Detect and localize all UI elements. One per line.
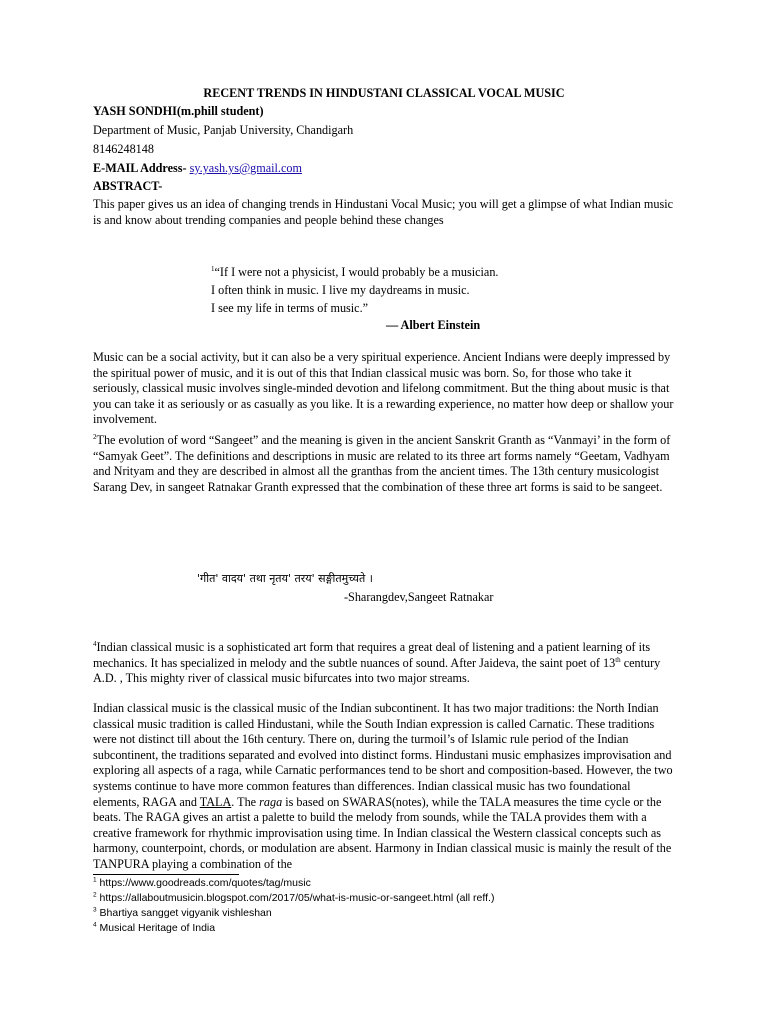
paragraph-music-spiritual: Music can be a social activity, but it can also be a very spiritual experience. Ancient Indians were deeply impressed by the spiritual power of music, and it is out of this that Indian classical music was born. So, for those who take it seriously, classical music involves single-minded devotion and lifelong commitment. But the thing about music is that you can take it as seriously or as casually as you like. It is a rewarding experience, no matter how deep or shallow your involvement. (93, 350, 674, 427)
department: Department of Music, Panjab University, Chandigarh (93, 123, 354, 137)
abstract-heading: ABSTRACT- (93, 179, 163, 193)
author-name: YASH SONDHI(m.phill student) (93, 104, 264, 118)
footnote-1: $^1$ https://www.goodreads.com/quotes/tag/music (93, 876, 311, 889)
footnote-ref-2: 2 (93, 432, 97, 441)
footnote-4: $^4$ Musical Heritage of India (93, 921, 216, 934)
email-label: E-MAIL Address- (93, 161, 187, 175)
footnote-3: $^3$ Bhartiya sangget vigyanik vishleshan (93, 906, 272, 919)
tala-term: TALA (199, 794, 232, 809)
paragraph-two-traditions: Indian classical music is the classical music of the Indian subcontinent. It has two major traditions: the North Indian classical music tradition is called Hindustani, while the South Indian expression is called Carnatic. These traditions were not distinct till about the 16th century. There on, during the turmoil’s of Islamic rule period of the Indian subcontinent, the traditions separated and evolved into distinct forms. Hindustani music emphasizes improvisation and exploring all aspects of a raga, while Carnatic performances tend to be short and composition-based. However, the two systems continue to have more common features than differences. Indian classical music has two foundational elements, RAGA and TALA. The raga is based on SWARAS(notes), while the TALA measures the time cycle or the beats. The RAGA gives an artist a palette to build the melody from sounds, while the TALA provides them with a creative framework for rhythmic improvisation using time. In Indian classical the Western classical concepts such as harmony, counterpoint, chords, or modulation are absent. Harmony in Indian classical music is mainly the result of the TANPURA playing a combination of the (93, 701, 673, 871)
email-line (93, 161, 302, 177)
sanskrit-verse: 'गीत' वादय' तथा नृतय' तरय' सङ्गीतमुच्यते । (197, 572, 373, 585)
quote-line-3: I see my life in terms of music.” (211, 301, 369, 315)
footnote-2: $^2$ https://allaboutmusicin.blogspot.com/2017/05/what-is-music-or-sangeet.html (all reff.) (93, 891, 495, 904)
quote-author: — Albert Einstein (386, 318, 481, 332)
paragraph-sophisticated-art: $^4$Indian classical music is a sophisticated art form that requires a great deal of listening and a patient learning of its mechanics. It has specialized in melody and the subtle nuances of sound. After Jaideva, the saint poet of 13th century A.D. , This mighty river of classical music bifurcates into two major streams. (93, 639, 661, 686)
footnote-separator (93, 874, 239, 875)
raga-term: raga (259, 794, 283, 809)
quote-line-1: $^1$“If I were not a physicist, I would probably be a musician. (211, 264, 499, 279)
abstract-text: This paper gives us an idea of changing trends in Hindustani Vocal Music; you will get a glimpse of what Indian music is and know about trending companies and people behind these changes (93, 197, 674, 227)
paper-title: RECENT TRENDS IN HINDUSTANI CLASSICAL VOCAL MUSIC (203, 86, 565, 100)
footnote-ref-4: 4 (93, 639, 97, 648)
quote-line-2: I often think in music. I live my daydreams in music. (211, 283, 470, 297)
paragraph-sangeet-evolution: $^2$The evolution of word “Sangeet” and the meaning is given in the ancient Sanskrit Granth as “Vanmayi’ in the form of “Samyak Geet”. The definitions and descriptions in music are related to its three art forms namely “Geetam, Vadhyam and Nrityam and they are described in almost all the granthas from the ancient times. The 13th century musicologist Sarang Dev, in sangeet Ratnakar Granth expressed that the combination of these three art forms is said to be sangeet. (93, 432, 671, 494)
email-link[interactable]: sy.yash.ys@gmail.com (189, 161, 302, 175)
phone-number: 8146248148 (93, 142, 154, 156)
verse-attribution: -Sharangdev,Sangeet Ratnakar (344, 590, 494, 604)
footnote-ref-1: 1 (211, 264, 215, 273)
